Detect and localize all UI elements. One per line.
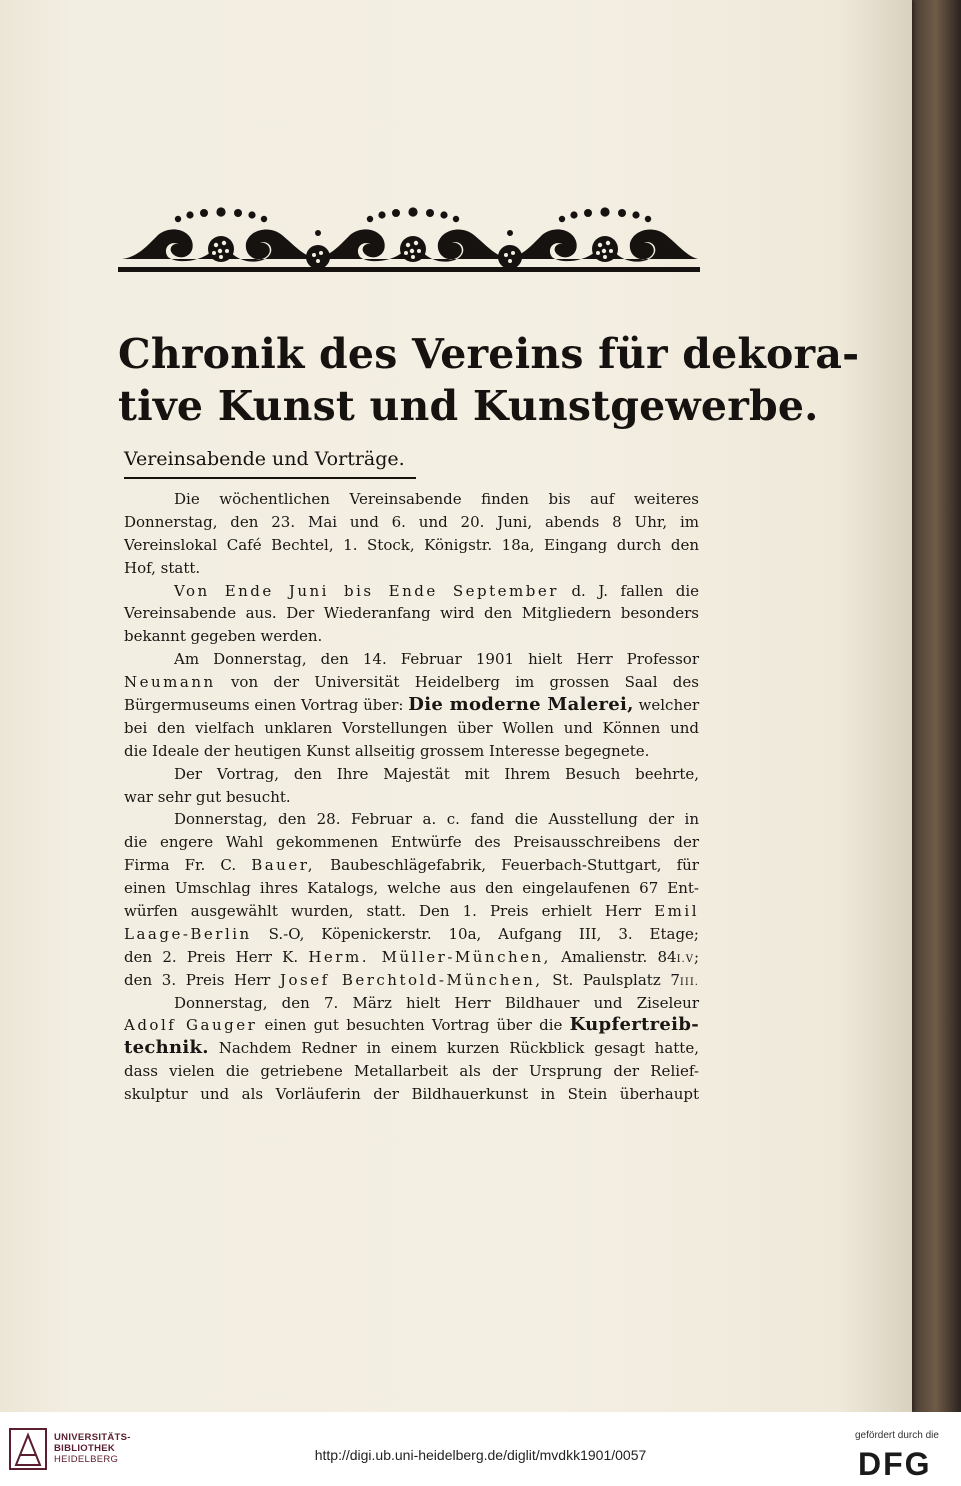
text-line: Donnerstag, den 28. Februar a. c. fand die Ausstellung der in	[174, 810, 699, 829]
funding-note: gefördert durch die	[855, 1430, 939, 1441]
spaced-name: Emil	[654, 902, 699, 921]
text-line: war sehr gut besucht.	[124, 787, 291, 806]
text-line: Der Vortrag, den Ihre Majestät mit Ihrem Besuch beehrte,	[174, 764, 699, 783]
text-fragment: St. Paulsplatz 7	[552, 970, 680, 989]
text-line	[124, 969, 699, 992]
text-fragment: einen gut besuchten Vortrag über die	[264, 1016, 563, 1035]
text-line	[124, 900, 699, 923]
text-line: bei den vielfach unklaren Vorstellungen über Wollen und Können und	[124, 718, 699, 737]
digitization-footer	[0, 1412, 961, 1486]
spaced-name: Josef Berchtold-München,	[280, 970, 543, 989]
text-fragment: ;	[693, 947, 699, 966]
text-line	[124, 580, 699, 603]
text-fragment: Firma Fr. C.	[124, 856, 237, 875]
text-line	[124, 923, 699, 946]
text-fragment: würfen ausgewählt wurden, statt. Den 1. Preis erhielt Herr	[124, 902, 642, 921]
text-line: Am Donnerstag, den 14. Februar 1901 hielt Herr Professor	[174, 650, 699, 669]
text-line: dass vielen die getriebene Metallarbeit als der Ursprung der Relief-	[124, 1062, 699, 1081]
text-line: Donnerstag, den 23. Mai und 6. und 20. Juni, abends 8 Uhr, im	[124, 512, 699, 531]
title-line-2: tive Kunst und Kunstgewerbe.	[118, 382, 819, 430]
spaced-name: Adolf Gauger	[124, 1016, 258, 1035]
superscript-floor: III.	[679, 976, 699, 988]
text-line: die Ideale der heutigen Kunst allseitig grossem Interesse begegnete.	[124, 741, 650, 760]
dfg-logo	[858, 1448, 948, 1478]
art-nouveau-ornament-band	[118, 205, 700, 275]
text-line	[124, 694, 699, 717]
library-line: UNIVERSITÄTS-	[54, 1432, 131, 1443]
lecture-title: Kupfertreib-	[569, 1014, 699, 1036]
text-line: Donnerstag, den 7. März hielt Herr Bildhauer und Ziseleur	[174, 993, 699, 1012]
text-fragment: S.-O, Köpenickerstr. 10a, Aufgang III, 3. Etage;	[268, 924, 699, 943]
spaced-name: Bauer,	[251, 856, 315, 875]
text-line: die engere Wahl gekommenen Entwürfe des Preisausschreibens der	[124, 833, 699, 852]
text-line: einen Umschlag ihres Katalogs, welche aus den eingelaufenen 67 Ent-	[124, 879, 699, 898]
lecture-title: Die moderne Malerei,	[408, 694, 634, 716]
text-fragment: von der Universität Heidelberg im grossen Saal des	[230, 673, 699, 692]
text-line	[124, 946, 699, 969]
text-line: Vereinsabende aus. Der Wiederanfang wird den Mitgliedern besonders	[124, 604, 699, 623]
text-line: Vereinslokal Café Bechtel, 1. Stock, Königstr. 18a, Eingang durch den	[124, 535, 699, 554]
lecture-title: technik.	[124, 1037, 209, 1059]
library-line: BIBLIOTHEK	[54, 1443, 116, 1454]
chronicle-body	[124, 488, 699, 1106]
section-heading: Vereinsabende und Vorträge.	[124, 448, 405, 470]
text-line: Hof, statt.	[124, 558, 201, 577]
text-fragment: Baubeschlägefabrik, Feuerbach-Stuttgart, für	[330, 856, 699, 875]
text-fragment: Nachdem Redner in einem kurzen Rückblick gesagt hatte,	[218, 1039, 699, 1058]
library-line: HEIDELBERG	[54, 1454, 119, 1465]
source-url-link[interactable]: http://digi.ub.uni-heidelberg.de/diglit/mvdkk1901/0057	[314, 1447, 647, 1463]
text-line: Die wöchentlichen Vereinsabende finden bis auf weiteres	[174, 490, 699, 508]
text-fragment: den 3. Preis Herr	[124, 970, 271, 989]
book-spine-edge	[905, 0, 961, 1412]
text-line: bekannt gegeben werden.	[124, 627, 323, 646]
spaced-name: Herm. Müller-München,	[308, 947, 551, 966]
text-fragment: Bürgermuseums einen Vortrag über:	[124, 696, 404, 715]
text-line	[124, 1037, 699, 1060]
text-fragment: den 2. Preis Herr K.	[124, 947, 299, 966]
text-fragment: welcher	[638, 696, 700, 715]
spaced-name: Neumann	[124, 673, 216, 692]
title-line-1: Chronik des Vereins für dekora-	[118, 330, 860, 378]
text-fragment: d. J. fallen die	[571, 581, 699, 600]
text-line: skulptur und als Vorläuferin der Bildhauerkunst in Stein überhaupt	[124, 1085, 699, 1104]
text-line	[124, 854, 699, 877]
superscript-floor: I.V	[676, 953, 694, 965]
spaced-name: Laage-Berlin	[124, 924, 252, 943]
text-line	[124, 671, 699, 694]
chronicle-title	[118, 328, 860, 432]
text-fragment: Amalienstr. 84	[561, 947, 677, 966]
text-line	[124, 1014, 699, 1037]
heading-underline	[124, 477, 416, 479]
dfg-logo-text: DFG	[858, 1448, 932, 1478]
spaced-text: Von Ende Juni bis Ende September	[174, 581, 559, 600]
